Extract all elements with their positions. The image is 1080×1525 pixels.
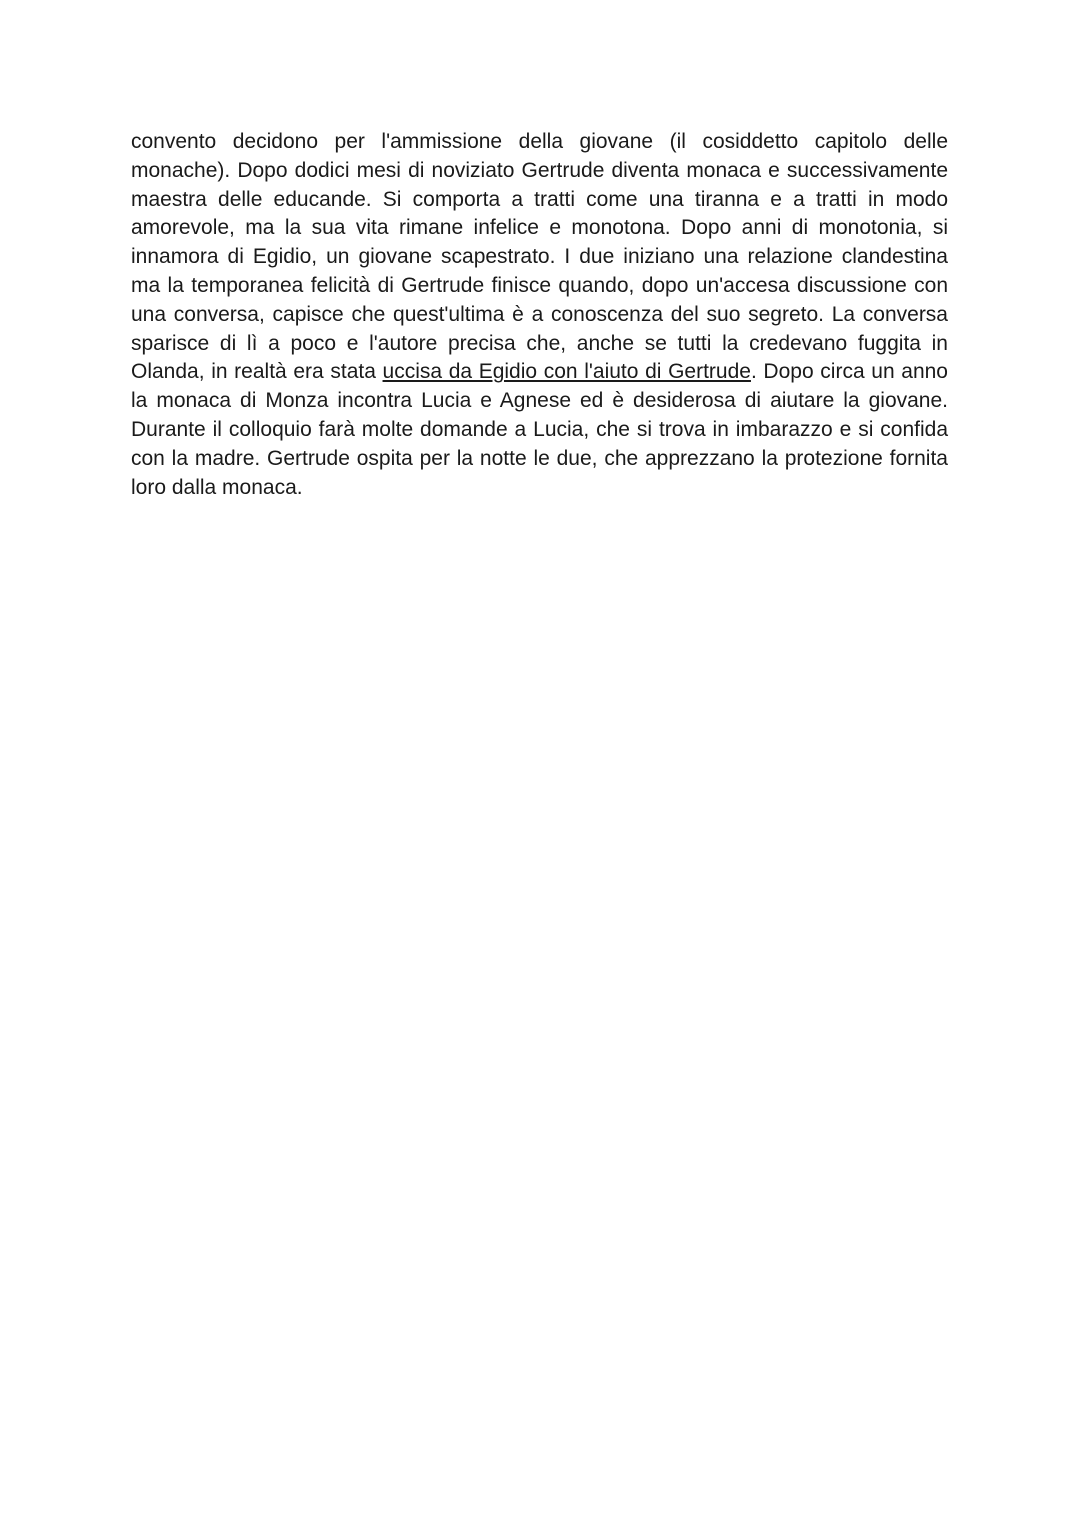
paragraph-text-part-2: . Dopo circa un anno la monaca di Monza incontra Lucia e Agnese ed è desiderosa di aiutare la giovane. Durante il colloquio farà molte domande a Lucia, che si trova in imbarazzo e si confida con la madre. Gertrude ospita per la notte le due, che apprezzano la protezione fornita loro dalla monaca. [131, 360, 948, 499]
paragraph [131, 128, 948, 502]
body-text [131, 128, 948, 502]
underlined-phrase: uccisa da Egidio con l'aiuto di Gertrude [382, 360, 751, 384]
paragraph-text-part-1: convento decidono per l'ammissione della giovane (il cosiddetto capitolo delle monache). Dopo dodici mesi di noviziato Gertrude diventa monaca e successivamente maestra delle educande. Si comporta a tratti come una tiranna e a tratti in modo amorevole, ma la sua vita rimane infelice e monotona. Dopo anni di monotonia, si innamora di Egidio, un giovane scapestrato. I due iniziano una relazione clandestina ma la temporanea felicità di Gertrude finisce quando, dopo un'accesa discussione con una conversa, capisce che quest'ultima è a conoscenza del suo segreto. La conversa sparisce di lì a poco e l'autore precisa che, anche se tutti la credevano fuggita in Olanda, in realtà era stata [131, 130, 948, 384]
